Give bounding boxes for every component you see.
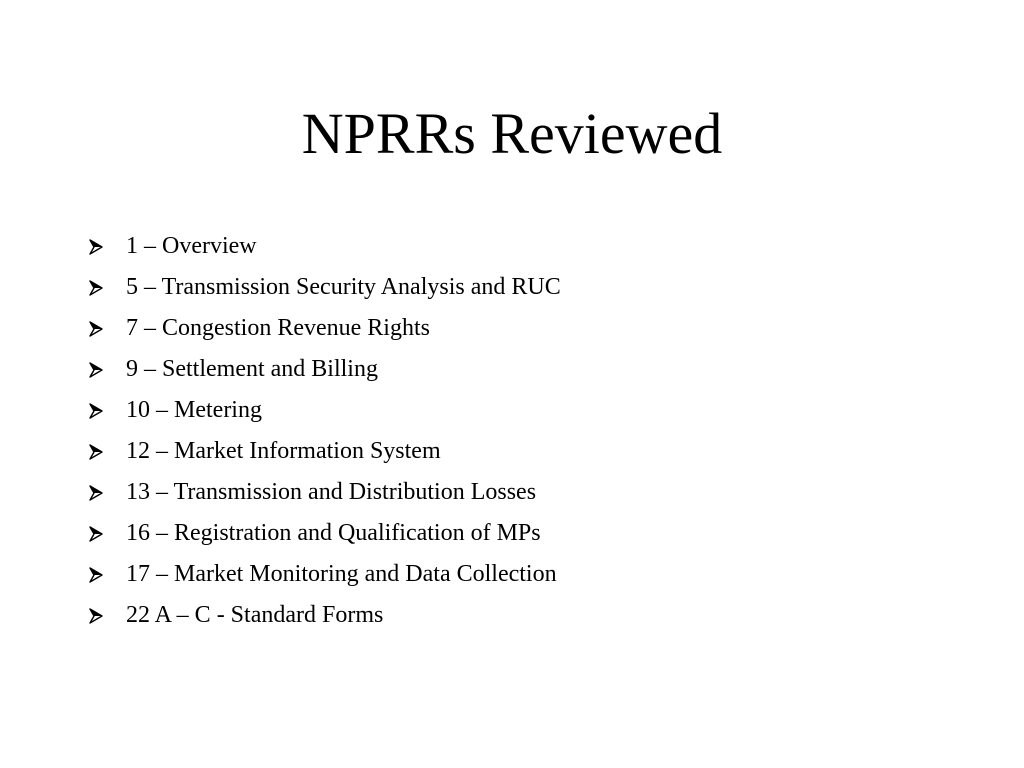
slide-title: NPRRs Reviewed: [301, 101, 723, 166]
bullet-text: 12 – Market Information System: [126, 438, 441, 464]
bullet-item: [88, 267, 561, 308]
bullet-item: [88, 513, 561, 554]
arrowhead-bullet-icon: [88, 362, 126, 378]
bullet-text: 5 – Transmission Security Analysis and RUC: [126, 274, 561, 300]
arrowhead-bullet-icon: [88, 280, 126, 296]
arrowhead-bullet-icon: [88, 608, 126, 624]
arrowhead-bullet-icon: [88, 485, 126, 501]
bullet-text: 16 – Registration and Qualification of MPs: [126, 520, 541, 546]
bullet-item: [88, 554, 561, 595]
bullet-text: 7 – Congestion Revenue Rights: [126, 315, 430, 341]
bullet-item: [88, 226, 561, 267]
arrowhead-bullet-icon: [88, 526, 126, 542]
bullet-text: 10 – Metering: [126, 397, 262, 423]
bullet-text: 1 – Overview: [126, 233, 257, 259]
bullet-text: 13 – Transmission and Distribution Losses: [126, 479, 537, 505]
bullet-item: [88, 431, 561, 472]
bullet-item: [88, 308, 561, 349]
bullet-list: [88, 226, 561, 636]
arrowhead-bullet-icon: [88, 444, 126, 460]
arrowhead-bullet-icon: [88, 321, 126, 337]
bullet-item: [88, 595, 561, 636]
bullet-item: [88, 390, 561, 431]
bullet-item: [88, 349, 561, 390]
bullet-text: 22 A – C - Standard Forms: [126, 602, 384, 628]
bullet-text: 9 – Settlement and Billing: [126, 356, 378, 382]
arrowhead-bullet-icon: [88, 403, 126, 419]
bullet-item: [88, 472, 561, 513]
arrowhead-bullet-icon: [88, 567, 126, 583]
bullet-text: 17 – Market Monitoring and Data Collection: [126, 561, 557, 587]
arrowhead-bullet-icon: [88, 239, 126, 255]
